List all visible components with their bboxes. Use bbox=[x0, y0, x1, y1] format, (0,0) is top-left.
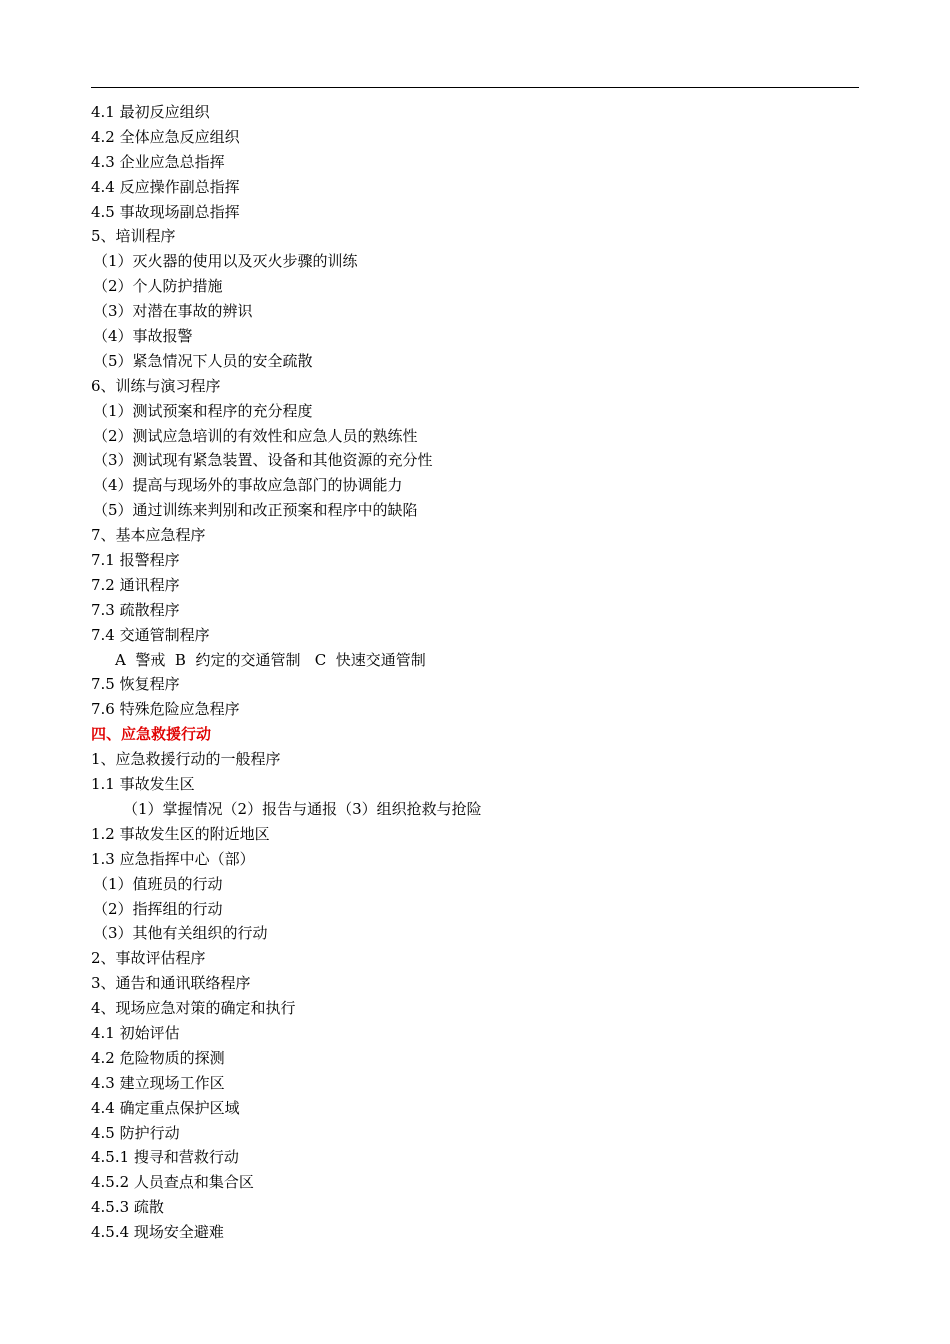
document-line: 4.5 防护行动 bbox=[91, 1123, 180, 1142]
document-line: 4.2 全体应急反应组织 bbox=[91, 127, 240, 146]
sub-item-line: A 警戒 B 约定的交通管制 C 快速交通管制 bbox=[115, 650, 426, 669]
document-line: 4.5.3 疏散 bbox=[91, 1198, 164, 1217]
document-body bbox=[91, 100, 871, 1245]
list-item: （3）其他有关组织的行动 bbox=[93, 924, 268, 943]
list-item: （1）灭火器的使用以及灭火步骤的训练 bbox=[93, 252, 358, 271]
document-line: 4.5.4 现场安全避难 bbox=[91, 1223, 224, 1242]
list-item: （5）通过训练来判别和改正预案和程序中的缺陷 bbox=[93, 501, 418, 520]
document-line: 1、应急救援行动的一般程序 bbox=[91, 750, 281, 769]
document-line: 4.5.1 搜寻和营救行动 bbox=[91, 1148, 239, 1167]
list-item: （1）值班员的行动 bbox=[93, 874, 223, 893]
document-line: 1.1 事故发生区 bbox=[91, 775, 195, 794]
document-line: 7.6 特殊危险应急程序 bbox=[91, 700, 240, 719]
list-item: （3）对潜在事故的辨识 bbox=[93, 302, 253, 321]
document-line: 6、训练与演习程序 bbox=[91, 376, 221, 395]
sub-item-line: （1）掌握情况（2）报告与通报（3）组织抢救与抢险 bbox=[123, 799, 482, 818]
list-item: （4）提高与现场外的事故应急部门的协调能力 bbox=[93, 476, 403, 495]
list-item: （4）事故报警 bbox=[93, 327, 193, 346]
list-item: （2）测试应急培训的有效性和应急人员的熟练性 bbox=[93, 426, 418, 445]
list-item: （2）指挥组的行动 bbox=[93, 899, 223, 918]
list-item: （5）紧急情况下人员的安全疏散 bbox=[93, 351, 313, 370]
document-line: 5、培训程序 bbox=[91, 227, 176, 246]
document-line: 4.1 最初反应组织 bbox=[91, 103, 210, 121]
document-line: 7.2 通讯程序 bbox=[91, 575, 180, 594]
document-line: 7.5 恢复程序 bbox=[91, 675, 180, 694]
document-line: 2、事故评估程序 bbox=[91, 949, 206, 968]
section-heading: 四、应急救援行动 bbox=[91, 725, 212, 744]
document-line: 4.1 初始评估 bbox=[91, 1023, 180, 1042]
document-line: 7.4 交通管制程序 bbox=[91, 625, 210, 644]
list-item: （3）测试现有紧急装置、设备和其他资源的充分性 bbox=[93, 451, 433, 470]
list-item: （2）个人防护措施 bbox=[93, 277, 223, 296]
document-line: 4.4 确定重点保护区域 bbox=[91, 1098, 240, 1117]
document-line: 4.2 危险物质的探测 bbox=[91, 1048, 225, 1067]
document-line: 4.3 企业应急总指挥 bbox=[91, 152, 225, 171]
document-line: 4、现场应急对策的确定和执行 bbox=[91, 999, 296, 1018]
document-line: 7.3 疏散程序 bbox=[91, 600, 180, 619]
document-line: 3、通告和通讯联络程序 bbox=[91, 974, 251, 993]
document-line: 4.5.2 人员查点和集合区 bbox=[91, 1173, 254, 1192]
document-line: 1.2 事故发生区的附近地区 bbox=[91, 824, 270, 843]
header-rule bbox=[91, 87, 859, 88]
document-line: 4.5 事故现场副总指挥 bbox=[91, 202, 240, 221]
document-line: 7.1 报警程序 bbox=[91, 551, 180, 570]
list-item: （1）测试预案和程序的充分程度 bbox=[93, 401, 313, 420]
document-line: 1.3 应急指挥中心（部） bbox=[91, 849, 255, 868]
document-line: 7、基本应急程序 bbox=[91, 526, 206, 545]
document-line: 4.3 建立现场工作区 bbox=[91, 1073, 225, 1092]
document-line: 4.4 反应操作副总指挥 bbox=[91, 177, 240, 196]
